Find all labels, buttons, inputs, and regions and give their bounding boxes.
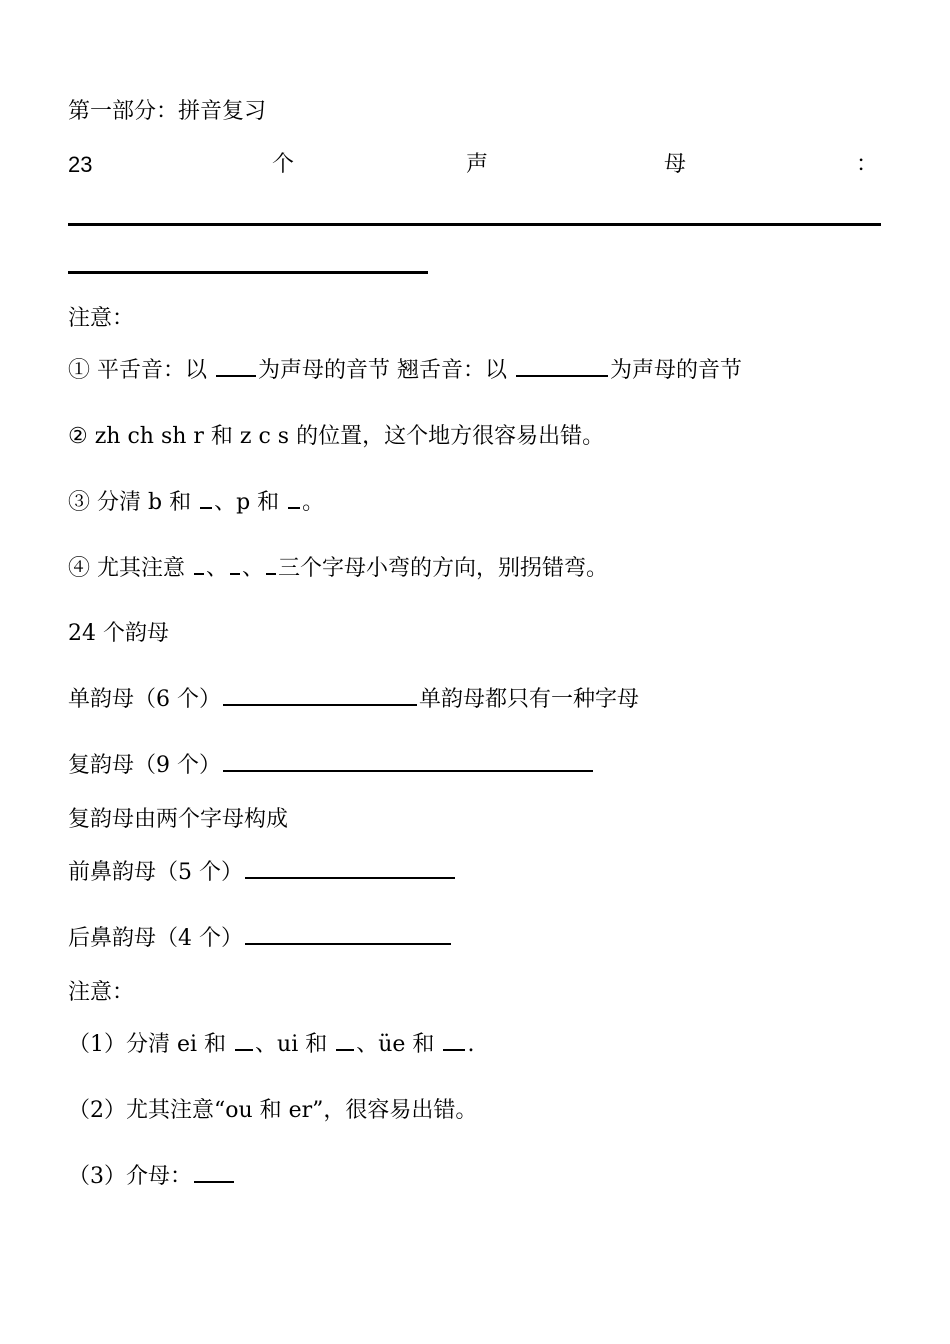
note-item-1-text-b: 为声母的音节 翘舌音：以	[258, 358, 514, 383]
note-item-3	[68, 488, 324, 518]
fu-yunmu-row	[68, 751, 595, 781]
note-item-2: ② zh ch sh r 和 z c s 的位置，这个地方很容易出错。	[68, 424, 605, 449]
yunmu-note-1-text-a: （1）分清 ei 和	[68, 1032, 234, 1057]
note-item-4-sep-1: 、	[206, 556, 229, 581]
note-label-2: 注意：	[68, 980, 135, 1005]
note-item-3-text-c: 。	[302, 490, 325, 515]
blank-p-pair[interactable]	[288, 489, 300, 509]
dan-yunmu-tail: 单韵母都只有一种字母	[419, 687, 640, 712]
blank-fu-yunmu[interactable]	[223, 752, 593, 772]
note-item-1	[68, 356, 742, 386]
shengmu-char-ge: 个	[272, 152, 295, 177]
blank-ui-pair[interactable]	[336, 1031, 354, 1051]
blank-pingshe[interactable]	[216, 357, 256, 377]
fu-yunmu-note: 复韵母由两个字母构成	[68, 807, 289, 832]
yunmu-note-3	[68, 1162, 236, 1192]
note-item-1-text-c: 为声母的音节	[610, 358, 743, 383]
qian-bi-row	[68, 858, 457, 888]
note-item-1-text-a: ① 平舌音：以	[68, 358, 214, 383]
dan-yunmu-label: 单韵母（6 个）	[68, 687, 221, 712]
note-item-3-text-b: 、p 和	[214, 490, 287, 515]
blank-ei-pair[interactable]	[235, 1031, 253, 1051]
answer-line-2	[68, 271, 428, 274]
hou-bi-label: 后鼻韵母（4 个）	[68, 926, 243, 951]
note-item-3-text-a: ③ 分清 b 和	[68, 490, 199, 515]
shengmu-char-mu: 母	[664, 152, 687, 177]
blank-dan-yunmu[interactable]	[223, 686, 417, 706]
blank-ue-pair[interactable]	[443, 1031, 465, 1051]
blank-letter-2[interactable]	[230, 555, 240, 575]
blank-qiaoshe[interactable]	[516, 357, 608, 377]
yunmu-title: 24 个韵母	[68, 621, 169, 646]
qian-bi-label: 前鼻韵母（5 个）	[68, 860, 243, 885]
blank-letter-3[interactable]	[266, 555, 276, 575]
blank-hou-bi[interactable]	[245, 925, 451, 945]
note-item-4-sep-2: 、	[242, 556, 265, 581]
note-item-4-text-b: 三个字母小弯的方向，别拐错弯。	[278, 556, 609, 581]
shengmu-colon: ：	[856, 152, 879, 177]
yunmu-note-1	[68, 1030, 474, 1060]
dan-yunmu-row	[68, 685, 639, 715]
yunmu-note-1-text-b: 、ui 和	[255, 1032, 335, 1057]
blank-b-pair[interactable]	[200, 489, 212, 509]
answer-line-1	[68, 223, 881, 226]
blank-jiemu[interactable]	[194, 1163, 234, 1183]
fu-yunmu-label: 复韵母（9 个）	[68, 753, 221, 778]
yunmu-note-1-text-d: .	[467, 1032, 475, 1057]
hou-bi-row	[68, 924, 453, 954]
yunmu-note-3-text-a: （3）介母：	[68, 1164, 192, 1189]
yunmu-note-1-text-c: 、üe 和	[356, 1032, 442, 1057]
note-item-4-text-a: ④ 尤其注意	[68, 556, 192, 581]
blank-qian-bi[interactable]	[245, 859, 455, 879]
yunmu-note-2: （2）尤其注意“ou 和 er”，很容易出错。	[68, 1098, 478, 1123]
shengmu-char-sheng: 声	[466, 152, 489, 177]
shengmu-count: 23	[68, 152, 93, 177]
blank-letter-1[interactable]	[194, 555, 204, 575]
shengmu-row	[68, 150, 879, 180]
section-heading: 第一部分：拼音复习	[68, 99, 267, 124]
note-label-1: 注意：	[68, 306, 135, 331]
note-item-4	[68, 554, 608, 584]
